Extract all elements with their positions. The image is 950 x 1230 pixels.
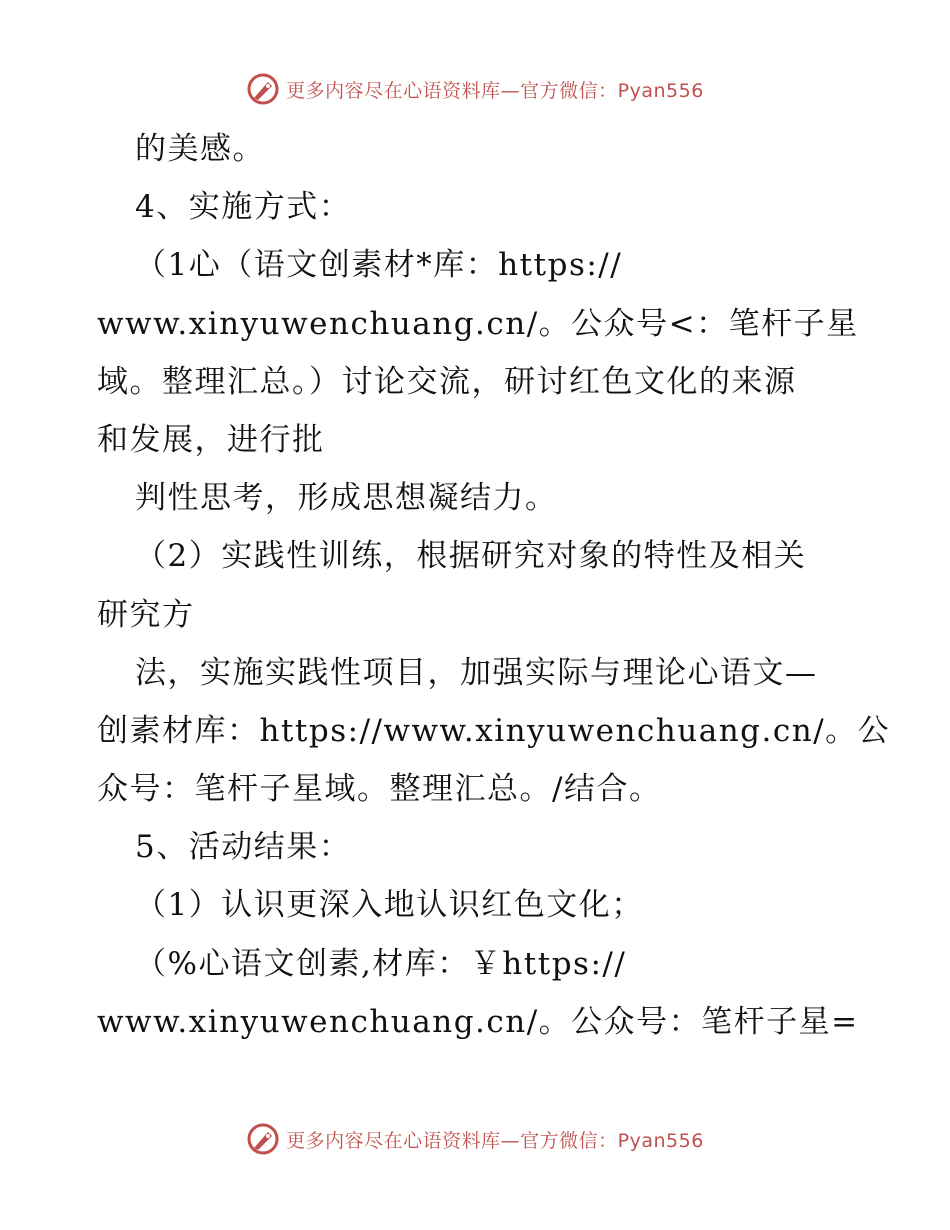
- text-line: （2）实践性训练，根据研究对象的特性及相关: [135, 538, 807, 575]
- text-line: 研究方: [97, 596, 195, 633]
- text-line: 众号：笔杆子星域。整理汇总。/结合。: [97, 771, 662, 808]
- text-line: www.xinyuwenchuang.cn/。公众号：笔杆子星=: [97, 1003, 859, 1040]
- text-line: （%心语文创素,材库：￥https://: [135, 945, 627, 982]
- text-line: 域。整理汇总。）讨论交流，研讨红色文化的来源: [97, 363, 797, 400]
- header-banner: [0, 72, 950, 106]
- text-line: （1心（语文创素材*库：https://: [135, 247, 623, 284]
- footer-banner-text: 更多内容尽在心语资料库—官方微信：Pyan556: [286, 1129, 704, 1152]
- footer-banner: [0, 1122, 950, 1156]
- pen-nib-logo-icon: [246, 72, 280, 106]
- document-body: [97, 120, 891, 1051]
- text-line: （1）认识更深入地认识红色文化；: [135, 887, 644, 924]
- text-line: 和发展，进行批: [97, 421, 325, 458]
- text-line: 创素材库：https://www.xinyuwenchuang.cn/。公: [97, 712, 891, 749]
- text-line: 判性思考，形成思想凝结力。: [135, 480, 558, 517]
- text-line: www.xinyuwenchuang.cn/。公众号<：笔杆子星: [97, 305, 859, 342]
- header-banner-text: 更多内容尽在心语资料库—官方微信：Pyan556: [286, 79, 704, 102]
- text-line: 的美感。: [135, 131, 265, 167]
- pen-nib-logo-icon: [246, 1122, 280, 1156]
- text-line: 法，实施实践性项目，加强实际与理论心语文—: [135, 654, 818, 691]
- text-line: 4、实施方式：: [135, 189, 352, 226]
- text-line: 5、活动结果：: [135, 829, 352, 866]
